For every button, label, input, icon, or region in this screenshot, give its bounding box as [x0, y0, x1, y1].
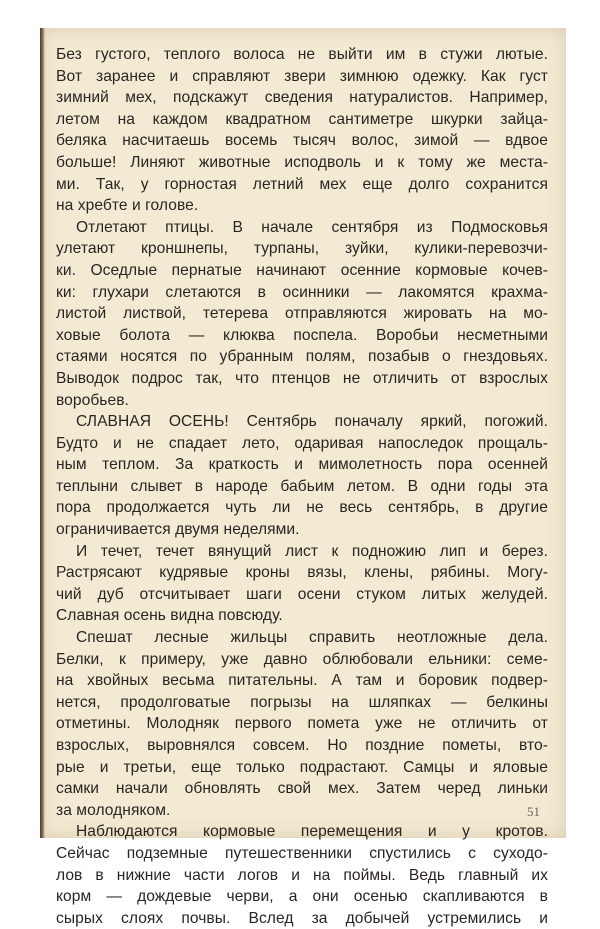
- text-line: зимний мех, подскажут сведения натуралистов. Например,: [56, 89, 548, 107]
- paragraph-3: [56, 411, 548, 541]
- text-line: теплыни слывет в народе бабьим летом. В одни годы эта: [56, 477, 548, 495]
- paragraph-6: [56, 821, 548, 929]
- book-page: [40, 28, 566, 927]
- text-line: стаями носятся по убранным полям, позабыв о гнездовьях.: [56, 348, 548, 366]
- text-line: ми. Так, у горностая летний мех еще долго сохранится: [56, 175, 548, 193]
- paragraph-4: [56, 541, 548, 627]
- text-line: Выводок подрос так, что птенцов не отличить от взрослых: [56, 369, 548, 387]
- text-line: нется, продолговатые погрызы на шляпках — белкины: [56, 693, 548, 711]
- text-line: Растрясают кудрявые кроны вязы, клены, рябины. Могу-: [56, 564, 548, 582]
- text-line: пора продолжается чуть ли не весь сентябрь, в другие: [56, 499, 548, 517]
- paragraph-1: [56, 44, 548, 217]
- text-line: листой листвой, тетерева отправляются жировать на мо-: [56, 305, 548, 323]
- text-line: ным теплом. За краткость и мимолетность пора осенней: [56, 456, 548, 474]
- text-line: И течет, течет вянущий лист к подножию лип и берез.: [76, 542, 548, 560]
- text-line: на хвойных весьма питательны. А там и боровик подвер-: [56, 672, 548, 690]
- text-line: Наблюдаются кормовые перемещения и у кротов.: [76, 823, 548, 841]
- text-line: взрослых, выровнялся совсем. Но поздние пометы, вто-: [56, 737, 548, 754]
- text-line: Вот заранее и справляют звери зимнюю одежку. Как густ: [56, 67, 548, 85]
- text-line: беляка насчитаешь восемь тысяч волос, зимой — вдвое: [56, 132, 548, 150]
- page-number: 51: [527, 804, 540, 819]
- text-line: СЛАВНАЯ ОСЕНЬ! Сентябрь поначалу яркий, погожий.: [76, 413, 548, 431]
- paragraph-2: [56, 217, 548, 411]
- text-line: Без густого, теплого волоса не выйти им в стужи лютые.: [56, 46, 548, 63]
- text-line: самки начали обновлять свой мех. Затем черед линьки: [56, 780, 548, 798]
- text-line: летом на каждом квадратном сантиметре шкурки зайца-: [56, 110, 548, 128]
- text-line: за молодняком.: [56, 801, 171, 819]
- text-line: улетают кроншнепы, турпаны, зуйки, кулики-перевозчи-: [56, 240, 548, 258]
- text-line: больше! Линяют животные исподволь и к тому же места-: [56, 153, 548, 171]
- text-line: чий дуб отсчитывает шаги осени стуком литых желудей.: [56, 585, 548, 603]
- text-line: на хребте и голове.: [56, 197, 199, 215]
- text-line: ховые болота — клюква поспела. Воробьи несметными: [56, 326, 548, 344]
- text-line: воробьев.: [56, 391, 129, 409]
- text-line: Отлетают птицы. В начале сентября из Подмосковья: [76, 218, 548, 236]
- text-line: ограничивается двумя неделями.: [56, 521, 300, 539]
- text-line: Сейчас подземные путешественники спустились с суходо-: [56, 844, 548, 862]
- text-line: рые и третьи, еще только подрастают. Самцы и яловые: [56, 758, 548, 776]
- text-line: отметины. Молодняк первого помета уже не отличить от: [56, 715, 548, 733]
- text-line: корм — дождевые черви, а они осенью скапливаются в: [56, 888, 548, 906]
- text-line: сырых слоях почвы. Вслед за добычей устремились и: [56, 909, 548, 927]
- text-line: Славная осень видна повсюду.: [56, 607, 283, 625]
- text-line: Белки, к примеру, уже давно облюбовали ельники: семе-: [56, 650, 548, 668]
- page-spine-shadow: [40, 28, 45, 838]
- text-line: ки: глухари слетаются в осинники — лакомятся крахма-: [56, 283, 548, 301]
- text-line: ки. Оседлые пернатые начинают осенние кормовые кочев-: [56, 261, 548, 279]
- text-line: Будто и не спадает лето, одаривая напоследок прощаль-: [56, 434, 548, 452]
- text-line: Спешат лесные жильцы справить неотложные дела.: [76, 629, 548, 647]
- body-text: [56, 44, 548, 929]
- text-line: лов в нижние части логов и на поймы. Ведь главный их: [56, 866, 548, 884]
- paragraph-5: [56, 627, 548, 821]
